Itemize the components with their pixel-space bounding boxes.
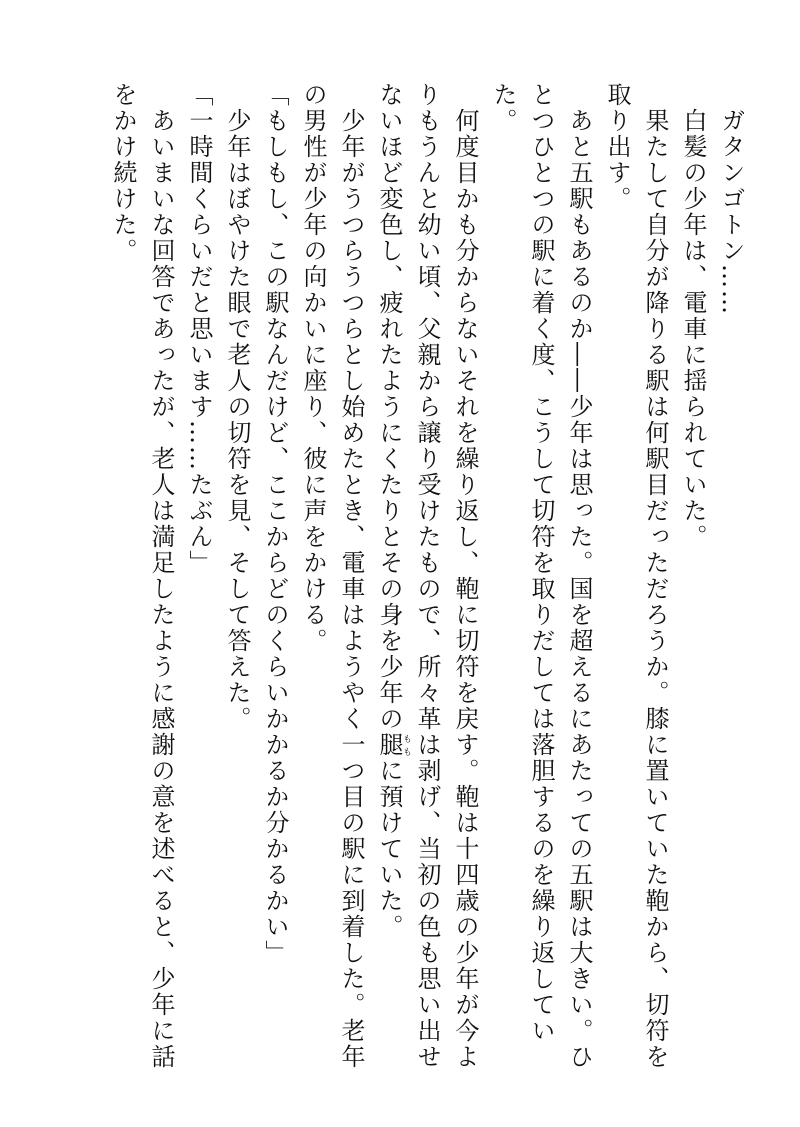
paragraph-3: 果たして自分が降りる駅は何駅目だっただろうか。膝に置いていた鞄から、切符を取り出す。 — [603, 82, 669, 1070]
paragraph-5-text: 何度目かも分からないそれを繰り返し、鞄に切符を戻す。鞄は十四歳の少年が今よりもうんと幼い頃、父親から譲り受けたもので、所々革は剥げ、当初の色も思い出せないほど変色し、疲れたようにくたりとその身を少年の — [375, 82, 479, 1070]
paragraph-2: 白髪の少年は、電車に揺られていた。 — [679, 82, 707, 550]
paragraph-4: あと五駅もあるのか――少年は思った。国を超えるにあたっての五駅は大きい。ひとつひとつの駅に着く度、こうして切符を取りだしては落胆するのを繰り返していた。 — [489, 82, 593, 1070]
ruby-word — [375, 732, 411, 758]
dialogue-2: 「一時間くらいだと思います……たぶん」 — [185, 82, 213, 576]
paragraph-7: 少年はぼやけた眼で老人の切符を見、そして答えた。 — [223, 82, 251, 732]
vertical-text-block — [104, 82, 750, 1072]
paragraph-5 — [370, 82, 484, 1072]
ruby-base: 腿 — [375, 732, 403, 758]
ruby-reading: もも — [401, 732, 411, 758]
paragraph-1: ガタンゴトン…… — [717, 82, 745, 316]
paragraph-8: あいまいな回答であったが、老人は満足したように感謝の意を述べると、少年に話をかけ続けた。 — [109, 82, 175, 1070]
paragraph-5-tail: に預けていた。 — [375, 758, 403, 940]
paragraph-6: 少年がうつらうつらとし始めたとき、電車はようやく一つ目の駅に到着した。老年の男性が少年の向かいに座り、彼に声をかける。 — [299, 82, 365, 1070]
dialogue-1: 「もしもし、この駅なんだけど、ここからどのくらいかかるか分かるかい」 — [261, 82, 289, 966]
